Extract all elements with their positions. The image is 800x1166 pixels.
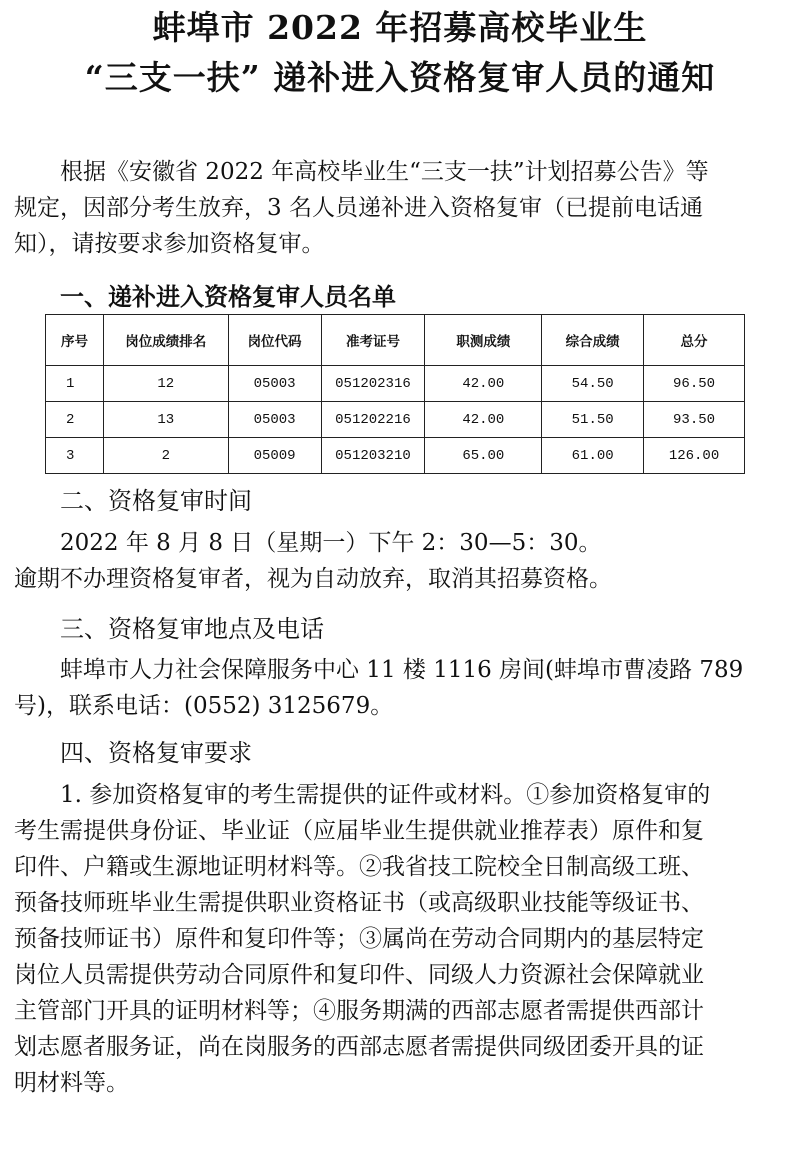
section4-heading: 四、资格复审要求 <box>60 739 252 767</box>
table-cell: 54.50 <box>542 366 644 402</box>
requirement-line: 1. 参加资格复审的考生需提供的证件或材料。①参加资格复审的 <box>60 782 711 808</box>
table-cell: 05003 <box>228 366 321 402</box>
column-header: 职测成绩 <box>425 315 542 366</box>
column-header: 序号 <box>46 315 104 366</box>
table-cell: 61.00 <box>542 438 644 474</box>
table-cell: 93.50 <box>644 402 745 438</box>
table-cell: 051203210 <box>321 438 425 474</box>
section2-heading: 二、资格复审时间 <box>60 487 252 515</box>
page-title-line1: 蚌埠市 2022 年招募高校毕业生 <box>152 8 648 47</box>
requirement-line: 划志愿者服务证，尚在岗服务的西部志愿者需提供同级团委开具的证 <box>14 1034 704 1060</box>
intro-line: 规定，因部分考生放弃，3 名人员递补进入资格复审（已提前电话通 <box>14 195 703 221</box>
schedule-time: 2022 年 8 月 8 日（星期一）下午 2：30—5：30。 <box>60 530 602 556</box>
table-cell: 42.00 <box>425 366 542 402</box>
table-cell: 05003 <box>228 402 321 438</box>
table-cell: 51.50 <box>542 402 644 438</box>
requirement-line: 预备技师证书）原件和复印件等；③属尚在劳动合同期内的基层特定 <box>14 926 704 952</box>
table-cell: 13 <box>103 402 228 438</box>
candidate-table <box>45 314 745 474</box>
requirement-line: 主管部门开具的证明材料等；④服务期满的西部志愿者需提供西部计 <box>14 998 704 1024</box>
requirement-line: 印件、户籍或生源地证明材料等。②我省技工院校全日制高级工班、 <box>14 854 704 880</box>
intro-paragraph <box>14 154 786 262</box>
column-header: 岗位成绩排名 <box>103 315 228 366</box>
section3-heading: 三、资格复审地点及电话 <box>60 615 324 643</box>
column-header: 综合成绩 <box>542 315 644 366</box>
address-line: 蚌埠市人力社会保障服务中心 11 楼 1116 房间(蚌埠市曹凌路 789 <box>60 657 744 683</box>
table-cell: 2 <box>46 402 104 438</box>
table-header-row <box>46 315 745 366</box>
section1-heading: 一、递补进入资格复审人员名单 <box>60 282 396 311</box>
table-cell: 2 <box>103 438 228 474</box>
phone-line: 号)，联系电话：(0552) 3125679。 <box>14 693 394 719</box>
intro-line: 根据《安徽省 2022 年高校毕业生“三支一扶”计划招募公告》等 <box>60 159 709 185</box>
requirement-line: 明材料等。 <box>14 1070 129 1096</box>
requirement-line: 考生需提供身份证、毕业证（应届毕业生提供就业推荐表）原件和复 <box>14 818 704 844</box>
table-cell: 051202216 <box>321 402 425 438</box>
table-cell: 3 <box>46 438 104 474</box>
table-cell: 051202316 <box>321 366 425 402</box>
table-cell: 1 <box>46 366 104 402</box>
requirement-line: 预备技师班毕业生需提供职业资格证书（或高级职业技能等级证书、 <box>14 890 704 916</box>
section3-body <box>14 652 786 724</box>
page-title-line2: “三支一扶” 递补进入资格复审人员的通知 <box>84 58 716 97</box>
table-cell: 96.50 <box>644 366 745 402</box>
column-header: 总分 <box>644 315 745 366</box>
section2-body <box>14 525 786 597</box>
table-cell: 05009 <box>228 438 321 474</box>
table-cell: 42.00 <box>425 402 542 438</box>
table-cell: 126.00 <box>644 438 745 474</box>
column-header: 准考证号 <box>321 315 425 366</box>
section4-body <box>14 777 786 1101</box>
table-cell: 12 <box>103 366 228 402</box>
table-row <box>46 402 745 438</box>
table-cell: 65.00 <box>425 438 542 474</box>
schedule-note: 逾期不办理资格复审者，视为自动放弃，取消其招募资格。 <box>14 566 612 592</box>
table-row <box>46 438 745 474</box>
requirement-line: 岗位人员需提供劳动合同原件和复印件、同级人力资源社会保障就业 <box>14 962 704 988</box>
column-header: 岗位代码 <box>228 315 321 366</box>
intro-line: 知），请按要求参加资格复审。 <box>14 231 325 257</box>
table-row <box>46 366 745 402</box>
